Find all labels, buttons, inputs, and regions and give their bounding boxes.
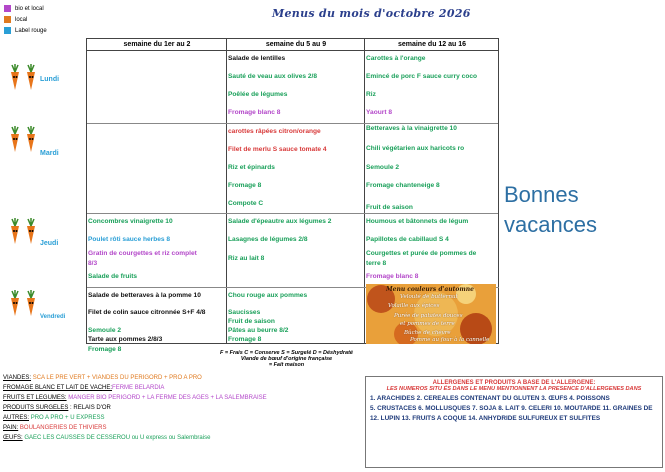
- meal-item: Riz: [366, 91, 376, 98]
- legend-label: local: [15, 16, 28, 23]
- meal-item: Fruit de saison: [366, 204, 413, 211]
- meal-item: Poulet rôti sauce herbes 8: [88, 236, 171, 243]
- autumn-menu-line: Bûche de chèvre: [404, 330, 451, 336]
- row-divider: [87, 123, 498, 124]
- supplier-line: AUTRES: PRO A PRO + U EXPRESS: [3, 415, 105, 421]
- carrots-icon: [6, 126, 42, 154]
- meal-item: Fromage blanc 8: [228, 109, 281, 116]
- autumn-menu-title: Menu couleurs d'automne: [386, 286, 474, 293]
- meal-item: Poêlée de légumes: [228, 91, 288, 98]
- supplier-line: FROMAGE BLANC ET LAIT DE VACHE:FERME BELARDIA: [3, 385, 165, 391]
- meal-item: Salade d'épeautre aux légumes 2: [228, 218, 332, 225]
- row-divider: [87, 287, 226, 288]
- meal-item: Salade de betteraves à la pomme 10: [88, 292, 201, 299]
- codes-legend: [220, 350, 353, 368]
- legend-swatch: [4, 27, 11, 34]
- allergens-row: 5. CRUSTACES 6. MOLLUSQUES 7. SOJA 8. LAIT 9. CELERI 10. MOUTARDE 11. GRAINES DE: [370, 405, 653, 412]
- allergens-row: 1. ARACHIDES 2. CEREALES CONTENANT DU GLUTEN 3. ŒUFS 4. POISSONS: [370, 395, 610, 402]
- meal-item: Semoule 2: [88, 327, 121, 334]
- meal-item: Saucisses: [228, 309, 261, 316]
- color-legend: [4, 4, 47, 37]
- legend-label: Label rouge: [15, 27, 47, 34]
- meal-item: Fromage 8: [228, 336, 262, 343]
- meal-item: Tarte aux pommes 2/8/3: [88, 336, 163, 343]
- meal-item: Semoule 2: [366, 164, 399, 171]
- meal-item: Fromage chanteneige 8: [366, 182, 440, 189]
- day-label-mardi: Mardi: [40, 150, 59, 157]
- meal-item: Courgettes et purée de pommes de: [366, 250, 477, 257]
- supplier-line: VIANDES: SCA LE PRE VERT + VIANDES DU PERIGORD + PRO A PRO: [3, 375, 202, 381]
- column-divider: [364, 39, 365, 343]
- meal-item: Fruit de saison: [228, 318, 275, 325]
- beef-origin-line: Viande de bœuf d'origine française: [240, 356, 333, 362]
- codes-line: F = Frais C = Conserve S = Surgelé D = Déshydraté: [220, 350, 353, 356]
- supplier-line: ŒUFS: GAEC LES CAUSSES DE CESSEROU ou U express ou Salembraise: [3, 435, 211, 441]
- meal-item: Compote C: [228, 200, 264, 207]
- autumn-menu-line: et pommes de terre: [400, 321, 455, 327]
- vacances-message: Bonnes vacances: [504, 182, 597, 237]
- meal-item: Gratin de courgettes et riz complet: [88, 250, 197, 257]
- meal-item: Papillotes de cabillaud S 4: [366, 236, 449, 243]
- meal-item: Riz au lait 8: [228, 255, 265, 262]
- legend-item-local: [4, 15, 47, 24]
- meal-item: Chou rouge aux pommes: [228, 292, 308, 299]
- meal-item: Chili végétarien aux haricots ro: [366, 145, 465, 152]
- meal-item: Filet de merlu S sauce tomate 4: [228, 146, 327, 153]
- legend-label: bio et local: [15, 5, 44, 12]
- meal-item: carottes râpées citron/orange: [228, 128, 321, 135]
- column-divider: [226, 39, 227, 343]
- meal-item: Carottes à l'orange: [366, 55, 426, 62]
- allergens-title: ALLERGENES ET PRODUITS A BASE DE L'ALLERGENE:: [432, 380, 596, 386]
- legend-swatch: [4, 16, 11, 23]
- meal-item: Emincé de porc F sauce curry coco: [366, 73, 478, 80]
- day-label-jeudi: Jeudi: [40, 240, 59, 247]
- meal-item: Salade de lentilles: [228, 55, 286, 62]
- allergens-subtitle: LES NUMEROS SITU ÉS DANS LE MENU MENTIONNENT LA PRESENCE D'ALLERGENES DANS: [386, 386, 642, 392]
- meal-item: Sauté de veau aux olives 2/8: [228, 73, 318, 80]
- meal-item: Fromage blanc 8: [366, 273, 419, 280]
- carrots-icon: [6, 290, 42, 318]
- legend-swatch: [4, 5, 11, 12]
- meal-item: 8/3: [88, 260, 98, 267]
- carrots-icon: [6, 218, 42, 246]
- meal-item: Houmous et bâtonnets de légum: [366, 218, 469, 225]
- row-divider: [226, 287, 364, 288]
- legend-item-label-rouge: [4, 26, 47, 35]
- page-title: Menus du mois d'octobre 2026: [272, 7, 471, 20]
- week-header-2: semaine du 5 au 9: [227, 39, 365, 51]
- autumn-menu-line: Volaille aux épices: [388, 303, 440, 309]
- meal-item: Betteraves à la vinaigrette 10: [366, 125, 457, 132]
- day-label-lundi: Lundi: [40, 76, 60, 83]
- week-header-3: semaine du 12 au 16: [365, 39, 499, 51]
- autumn-menu-line: Pomme au four à la cannelle: [410, 337, 490, 343]
- meal-item: Pâtes au beurre 8/2: [228, 327, 289, 334]
- supplier-line: PAIN: BOULANGERIES DE THIVIERS: [3, 425, 107, 431]
- meal-item: terre 8: [366, 260, 387, 267]
- legend-item-bio-local: [4, 4, 47, 13]
- meal-item: Fromage 8: [228, 182, 262, 189]
- homemade-line: = Fait maison: [268, 362, 305, 368]
- meal-item: Concombres vinaigrette 10: [88, 218, 173, 225]
- allergens-box: [365, 376, 663, 468]
- meal-item: Riz et épinards: [228, 164, 275, 171]
- week-header-1: semaine du 1er au 2: [87, 39, 227, 51]
- supplier-line: PRODUITS SURGELES : RELAIS D'OR: [3, 405, 111, 411]
- meal-item: Lasagnes de légumes 2/8: [228, 236, 308, 243]
- autumn-menu-line: Velouté de butternut: [400, 294, 458, 300]
- meal-item: Salade de fruits: [88, 273, 138, 280]
- autumn-menu-card: [366, 284, 496, 344]
- supplier-line: FRUITS ET LEGUMES: MANGER BIO PERIGORD + LA FERME DES AGES + LA SALEMBRAISE: [3, 395, 267, 401]
- day-label-vendredi: Vendredi: [40, 314, 66, 320]
- meal-item: Yaourt 8: [366, 109, 393, 116]
- autumn-menu-line: Purée de patates douces: [394, 313, 463, 319]
- meal-item: Filet de colin sauce citronnée S+F 4/8: [88, 309, 206, 316]
- allergens-row: 12. LUPIN 13. FRUITS A COQUE 14. ANHYDRIDE SULFUREUX ET SULFITES: [370, 415, 601, 422]
- meal-item: Fromage 8: [88, 346, 122, 353]
- row-divider: [87, 213, 498, 214]
- carrots-icon: [6, 64, 42, 92]
